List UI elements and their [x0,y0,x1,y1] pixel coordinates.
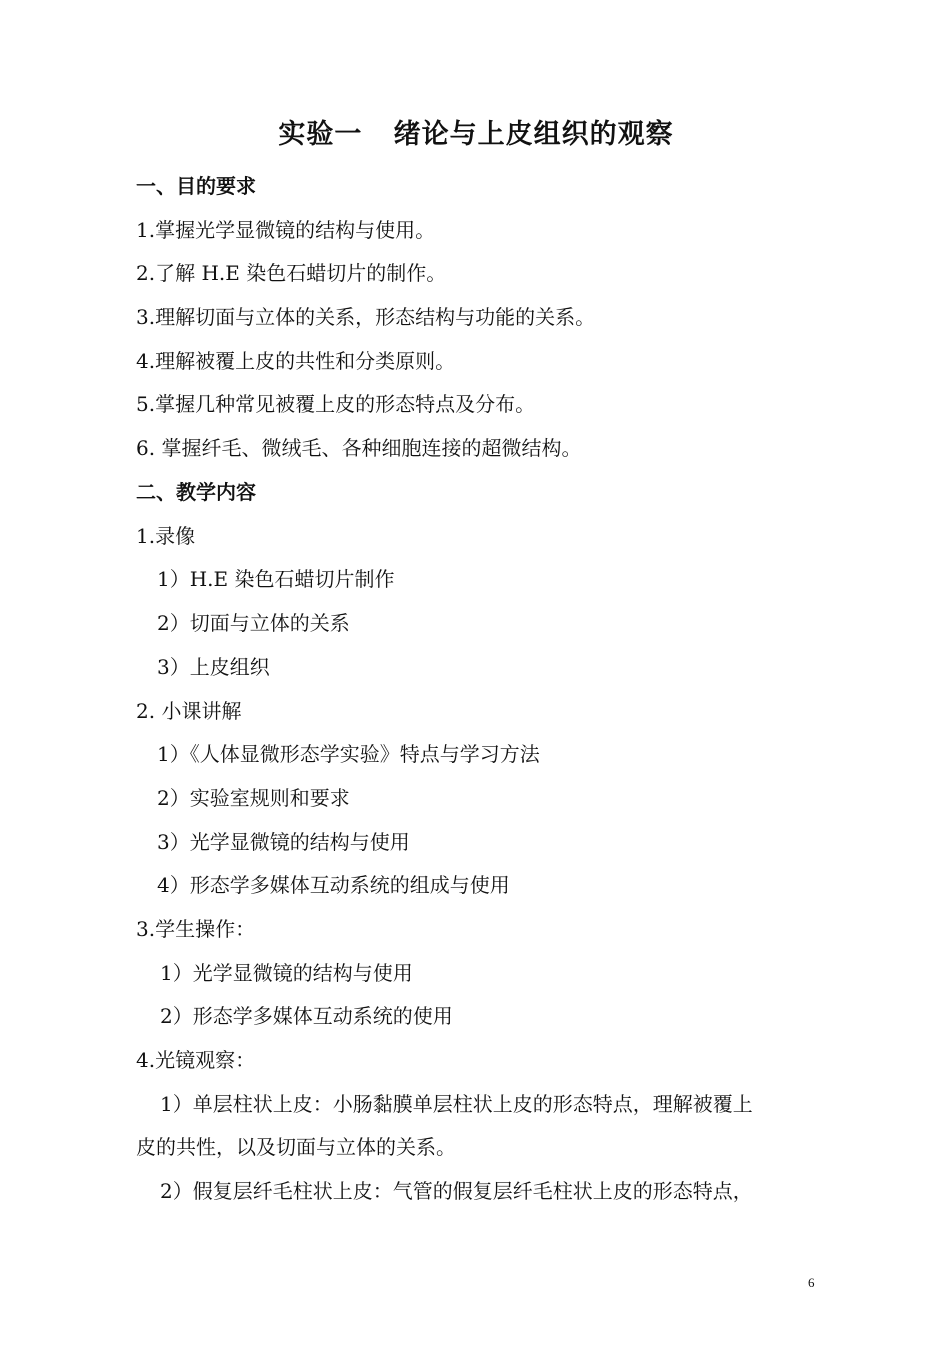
observation-item-1-line-1: 1）单层柱状上皮：小肠黏膜单层柱状上皮的形态特点，理解被覆上 [160,1092,753,1116]
objective-item: 5.掌握几种常见被覆上皮的形态特点及分布。 [136,392,536,416]
video-item: 1）H.E 染色石蜡切片制作 [157,567,395,591]
content-label-video: 1.录像 [136,524,196,548]
page-number: 6 [808,1275,815,1290]
page-title: 实验一 绪论与上皮组织的观察 [278,119,674,150]
objective-item: 2.了解 H.E 染色石蜡切片的制作。 [136,261,447,285]
section-heading-content: 二、教学内容 [136,480,256,504]
objective-item: 1.掌握光学显微镜的结构与使用。 [136,218,436,242]
content-label-practice: 3.学生操作： [136,917,256,941]
content-label-lecture: 2. 小课讲解 [136,699,242,723]
lecture-item: 4）形态学多媒体互动系统的组成与使用 [157,873,510,897]
video-item: 2）切面与立体的关系 [157,611,350,635]
objective-item: 4.理解被覆上皮的共性和分类原则。 [136,349,456,373]
observation-item-2-line-1: 2）假复层纤毛柱状上皮：气管的假复层纤毛柱状上皮的形态特点， [160,1179,753,1203]
lecture-item: 2）实验室规则和要求 [157,786,350,810]
objective-item: 6. 掌握纤毛、微绒毛、各种细胞连接的超微结构。 [136,436,582,460]
practice-item: 1）光学显微镜的结构与使用 [160,961,413,985]
practice-item: 2）形态学多媒体互动系统的使用 [160,1004,453,1028]
objective-item: 3.理解切面与立体的关系，形态结构与功能的关系。 [136,305,596,329]
section-heading-objectives: 一、目的要求 [136,174,256,198]
lecture-item: 1）《人体显微形态学实验》特点与学习方法 [157,742,540,766]
content-label-observation: 4.光镜观察： [136,1048,256,1072]
observation-item-1-line-2: 皮的共性，以及切面与立体的关系。 [136,1135,456,1159]
video-item: 3）上皮组织 [157,655,270,679]
lecture-item: 3）光学显微镜的结构与使用 [157,830,410,854]
